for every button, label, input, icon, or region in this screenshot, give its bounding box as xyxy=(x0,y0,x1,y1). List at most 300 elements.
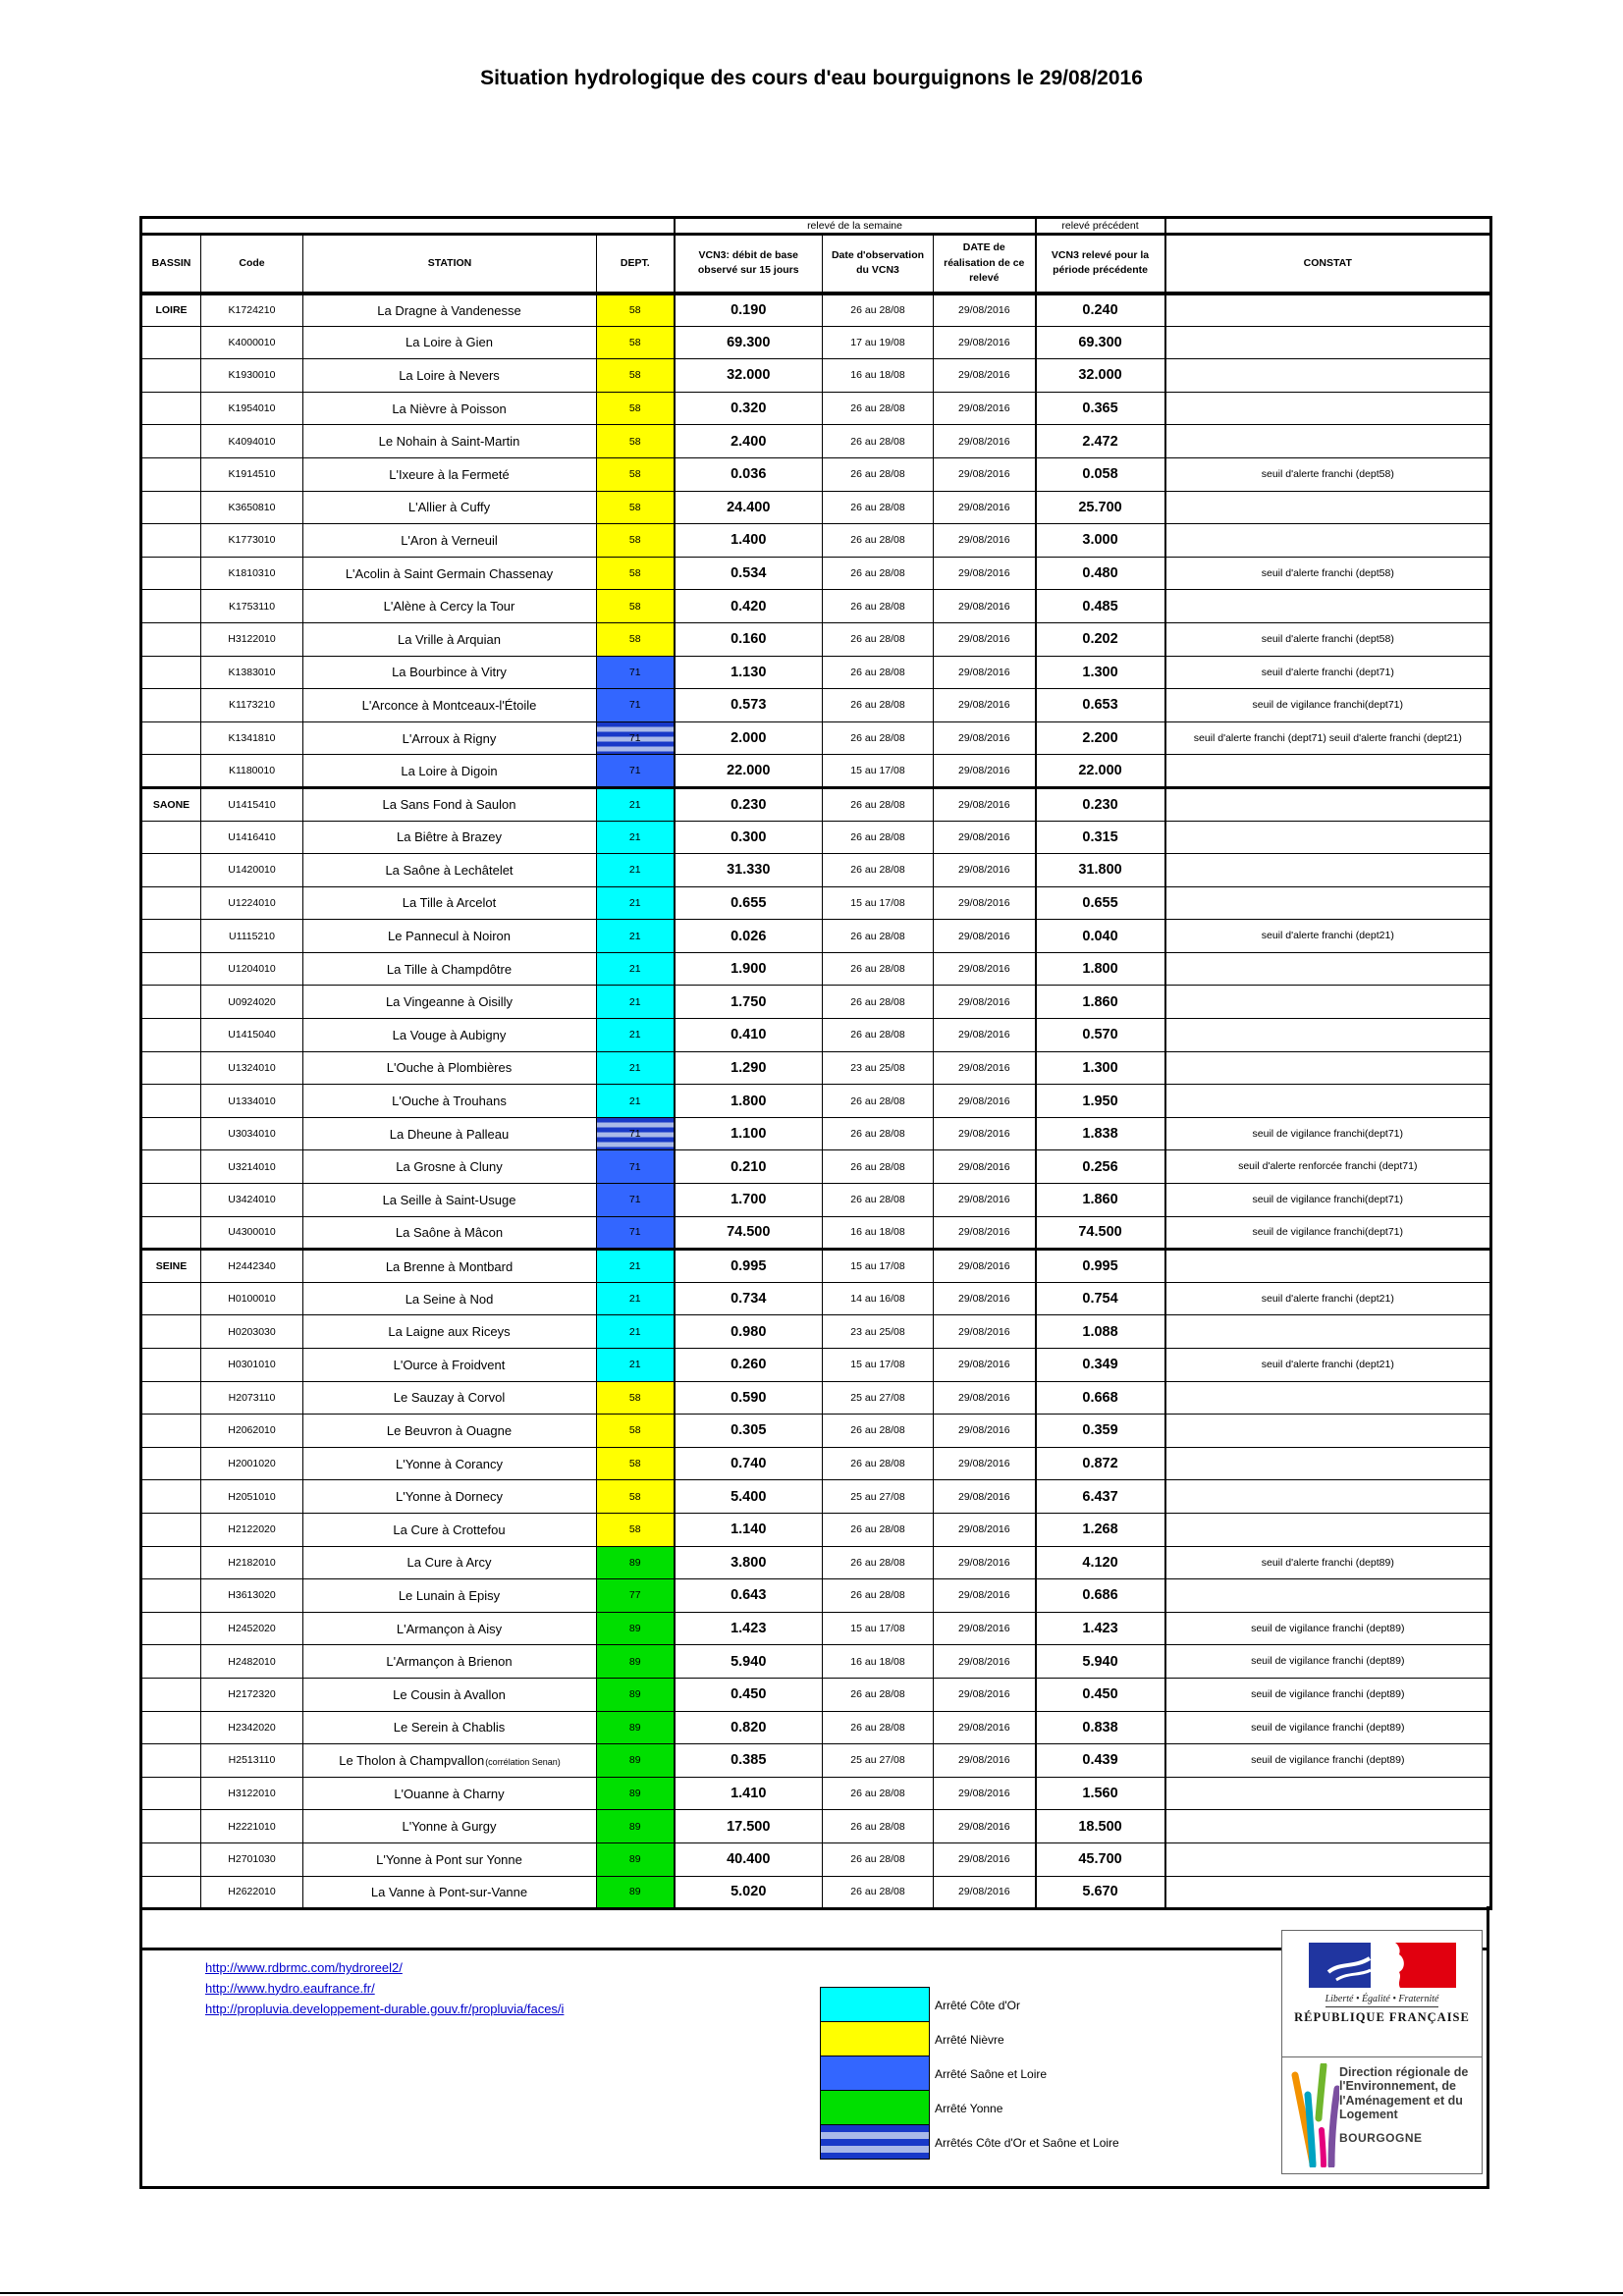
constat-cell xyxy=(1165,886,1491,920)
dept-cell: 89 xyxy=(597,1777,675,1810)
dept-cell: 21 xyxy=(597,1250,675,1283)
vcn3-previous-cell: 1.950 xyxy=(1036,1085,1165,1118)
basin-cell xyxy=(141,590,201,623)
dept-cell: 21 xyxy=(597,1085,675,1118)
station-code-cell: H0100010 xyxy=(201,1282,303,1315)
station-code-cell: H2122020 xyxy=(201,1513,303,1546)
releve-date-cell: 29/08/2016 xyxy=(934,1612,1036,1645)
constat-cell: seuil d'alerte franchi (dept58) xyxy=(1165,557,1491,590)
band-week-label: relevé de la semaine xyxy=(675,218,1036,235)
station-cell xyxy=(303,1150,597,1184)
table-row xyxy=(141,1019,1491,1052)
releve-date-cell: 29/08/2016 xyxy=(934,557,1036,590)
basin-cell xyxy=(141,1842,201,1876)
station-name: La Vrille à Arquian xyxy=(397,631,502,647)
station-cell xyxy=(303,821,597,854)
vcn3-previous-cell: 0.359 xyxy=(1036,1415,1165,1448)
constat-cell: seuil de vigilance franchi(dept71) xyxy=(1165,1216,1491,1250)
releve-date-cell: 29/08/2016 xyxy=(934,952,1036,986)
vcn3-value-cell: 69.300 xyxy=(675,326,823,359)
station-code-cell: H2482010 xyxy=(201,1645,303,1679)
station-name: La Loire à Nevers xyxy=(399,367,500,383)
releve-date-cell: 29/08/2016 xyxy=(934,1051,1036,1085)
basin-cell xyxy=(141,656,201,689)
basin-cell: SAONE xyxy=(141,787,201,821)
table-row xyxy=(141,1810,1491,1843)
constat-cell xyxy=(1165,986,1491,1019)
station-code-cell: H2001020 xyxy=(201,1447,303,1480)
constat-cell xyxy=(1165,1810,1491,1843)
vcn3-previous-cell: 1.300 xyxy=(1036,1051,1165,1085)
vcn3-previous-cell: 3.000 xyxy=(1036,524,1165,558)
releve-date-cell: 29/08/2016 xyxy=(934,425,1036,458)
releve-date-cell: 29/08/2016 xyxy=(934,1315,1036,1349)
station-name: La Vouge à Aubigny xyxy=(392,1027,507,1042)
table-row xyxy=(141,1051,1491,1085)
legend-label-cote-dor: Arrêté Côte d'Or xyxy=(935,1998,1020,2012)
station-cell xyxy=(303,1842,597,1876)
dept-cell: 58 xyxy=(597,524,675,558)
vcn3-value-cell: 1.100 xyxy=(675,1117,823,1150)
releve-date-cell: 29/08/2016 xyxy=(934,1842,1036,1876)
vcn3-value-cell: 0.036 xyxy=(675,457,823,491)
station-cell xyxy=(303,1051,597,1085)
station-code-cell: H2513110 xyxy=(201,1744,303,1778)
table-row xyxy=(141,1645,1491,1679)
station-code-cell: U1324010 xyxy=(201,1051,303,1085)
constat-cell xyxy=(1165,1085,1491,1118)
station-cell xyxy=(303,787,597,821)
legend-item-yonne xyxy=(820,2091,1119,2125)
constat-cell: seuil d'alerte franchi (dept21) xyxy=(1165,1282,1491,1315)
station-name: L'Alène à Cercy la Tour xyxy=(383,599,515,614)
legend-swatch-cote-dor-saone-et-loire xyxy=(820,2124,930,2160)
vcn3-previous-cell: 6.437 xyxy=(1036,1480,1165,1514)
legend xyxy=(820,1988,1119,2160)
dept-cell: 58 xyxy=(597,1415,675,1448)
column-header-dept: DEPT. xyxy=(597,235,675,294)
band-row xyxy=(141,218,1491,235)
station-code-cell: U3034010 xyxy=(201,1117,303,1150)
table-row xyxy=(141,590,1491,623)
releve-date-cell: 29/08/2016 xyxy=(934,491,1036,524)
vcn3-value-cell: 1.290 xyxy=(675,1051,823,1085)
link-rdbrmc[interactable]: http://www.rdbrmc.com/hydroreel2/ xyxy=(205,1960,403,1975)
station-code-cell: H2062010 xyxy=(201,1415,303,1448)
constat-cell xyxy=(1165,854,1491,887)
vcn3-value-cell: 0.655 xyxy=(675,886,823,920)
basin-cell xyxy=(141,557,201,590)
station-name: Le Beuvron à Ouagne xyxy=(386,1422,513,1438)
vcn3-previous-cell: 0.439 xyxy=(1036,1744,1165,1778)
vcn3-previous-cell: 0.838 xyxy=(1036,1711,1165,1744)
basin-cell xyxy=(141,689,201,722)
basin-cell xyxy=(141,1184,201,1217)
vcn3-value-cell: 1.700 xyxy=(675,1184,823,1217)
station-cell xyxy=(303,1447,597,1480)
station-code-cell: H2073110 xyxy=(201,1381,303,1415)
constat-cell: seuil de vigilance franchi(dept71) xyxy=(1165,1184,1491,1217)
station-code-cell: U1415410 xyxy=(201,787,303,821)
vcn3-value-cell: 0.980 xyxy=(675,1315,823,1349)
dept-cell: 71 xyxy=(597,755,675,788)
releve-date-cell: 29/08/2016 xyxy=(934,1480,1036,1514)
vcn3-value-cell: 40.400 xyxy=(675,1842,823,1876)
table-row xyxy=(141,821,1491,854)
dept-cell: 58 xyxy=(597,294,675,327)
observation-date-cell: 25 au 27/08 xyxy=(823,1480,934,1514)
dept-cell: 58 xyxy=(597,1480,675,1514)
dreal-logo xyxy=(1282,2057,1482,2173)
dept-cell: 21 xyxy=(597,1315,675,1349)
dept-cell: 58 xyxy=(597,557,675,590)
vcn3-value-cell: 0.190 xyxy=(675,294,823,327)
legend-item-cote-dor-saone-et-loire xyxy=(820,2125,1119,2160)
constat-cell xyxy=(1165,1250,1491,1283)
station-name: L'Ource à Froidvent xyxy=(393,1357,506,1372)
observation-date-cell: 26 au 28/08 xyxy=(823,457,934,491)
station-name: L'Allier à Cuffy xyxy=(407,500,491,515)
station-name: L'Arconce à Montceaux-l'Étoile xyxy=(361,697,537,713)
station-code-cell: U1115210 xyxy=(201,920,303,953)
station-cell xyxy=(303,1678,597,1711)
republique-francaise-logo xyxy=(1282,1931,1482,2057)
table-row xyxy=(141,326,1491,359)
dept-cell: 89 xyxy=(597,1645,675,1679)
station-cell xyxy=(303,1810,597,1843)
station-cell xyxy=(303,557,597,590)
table-row xyxy=(141,1876,1491,1909)
dreal-strokes-icon xyxy=(1288,2063,1339,2167)
station-code-cell: H3122010 xyxy=(201,1777,303,1810)
vcn3-value-cell: 0.160 xyxy=(675,622,823,656)
station-code-cell: H2182010 xyxy=(201,1546,303,1579)
legend-label-nievre: Arrêté Nièvre xyxy=(935,2032,1004,2047)
links-block xyxy=(205,1958,564,2019)
constat-cell: seuil de vigilance franchi(dept71) xyxy=(1165,689,1491,722)
observation-date-cell: 26 au 28/08 xyxy=(823,1085,934,1118)
station-code-cell: K4094010 xyxy=(201,425,303,458)
basin-cell xyxy=(141,920,201,953)
releve-date-cell: 29/08/2016 xyxy=(934,1250,1036,1283)
basin-cell xyxy=(141,1216,201,1250)
station-name: La Dheune à Palleau xyxy=(389,1126,510,1142)
table-row xyxy=(141,1282,1491,1315)
table-row xyxy=(141,1150,1491,1184)
releve-date-cell: 29/08/2016 xyxy=(934,392,1036,425)
vcn3-value-cell: 0.410 xyxy=(675,1019,823,1052)
basin-cell xyxy=(141,1678,201,1711)
vcn3-value-cell: 0.450 xyxy=(675,1678,823,1711)
basin-cell xyxy=(141,1810,201,1843)
station-name: La Sans Fond à Saulon xyxy=(382,797,516,813)
constat-cell: seuil de vigilance franchi (dept89) xyxy=(1165,1744,1491,1778)
station-cell xyxy=(303,1777,597,1810)
station-cell xyxy=(303,1480,597,1514)
dept-cell: 58 xyxy=(597,359,675,393)
dept-cell: 58 xyxy=(597,1381,675,1415)
link-propluvia[interactable]: http://propluvia.developpement-durable.gouv.fr/propluvia/faces/i xyxy=(205,2001,565,2016)
releve-date-cell: 29/08/2016 xyxy=(934,1216,1036,1250)
table-row xyxy=(141,1480,1491,1514)
station-code-cell: K1724210 xyxy=(201,294,303,327)
constat-cell xyxy=(1165,1777,1491,1810)
station-cell xyxy=(303,1282,597,1315)
station-code-cell: U1420010 xyxy=(201,854,303,887)
observation-date-cell: 26 au 28/08 xyxy=(823,590,934,623)
basin-cell xyxy=(141,1480,201,1514)
releve-date-cell: 29/08/2016 xyxy=(934,359,1036,393)
observation-date-cell: 26 au 28/08 xyxy=(823,294,934,327)
basin-cell xyxy=(141,524,201,558)
station-name: L'Ixeure à la Fermeté xyxy=(389,466,510,482)
constat-cell xyxy=(1165,359,1491,393)
station-name: L'Yonne à Corancy xyxy=(396,1456,503,1471)
vcn3-value-cell: 0.260 xyxy=(675,1349,823,1382)
legend-item-cote-dor xyxy=(820,1988,1119,2022)
vcn3-previous-cell: 1.800 xyxy=(1036,952,1165,986)
vcn3-previous-cell: 1.860 xyxy=(1036,1184,1165,1217)
page-bottom-rule xyxy=(0,2292,1623,2294)
dept-cell: 58 xyxy=(597,1513,675,1546)
vcn3-previous-cell: 0.485 xyxy=(1036,590,1165,623)
vcn3-value-cell: 1.140 xyxy=(675,1513,823,1546)
station-cell xyxy=(303,425,597,458)
table-row xyxy=(141,787,1491,821)
constat-cell xyxy=(1165,1579,1491,1613)
station-cell xyxy=(303,920,597,953)
vcn3-previous-cell: 18.500 xyxy=(1036,1810,1165,1843)
constat-cell: seuil d'alerte franchi (dept58) xyxy=(1165,622,1491,656)
observation-date-cell: 26 au 28/08 xyxy=(823,1678,934,1711)
basin-cell xyxy=(141,721,201,755)
observation-date-cell: 26 au 28/08 xyxy=(823,721,934,755)
constat-cell xyxy=(1165,1447,1491,1480)
observation-date-cell: 26 au 28/08 xyxy=(823,1711,934,1744)
observation-date-cell: 16 au 18/08 xyxy=(823,1216,934,1250)
station-code-cell: U1415040 xyxy=(201,1019,303,1052)
constat-cell: seuil de vigilance franchi (dept89) xyxy=(1165,1711,1491,1744)
vcn3-previous-cell: 32.000 xyxy=(1036,359,1165,393)
releve-date-cell: 29/08/2016 xyxy=(934,1876,1036,1909)
station-cell xyxy=(303,886,597,920)
table-row xyxy=(141,1612,1491,1645)
rf-name: RÉPUBLIQUE FRANÇAISE xyxy=(1294,2010,1470,2024)
constat-cell xyxy=(1165,1876,1491,1909)
vcn3-value-cell: 5.940 xyxy=(675,1645,823,1679)
vcn3-value-cell: 0.305 xyxy=(675,1415,823,1448)
dept-cell: 21 xyxy=(597,1019,675,1052)
dept-cell: 58 xyxy=(597,425,675,458)
station-name: L'Arroux à Rigny xyxy=(402,730,497,746)
table-row xyxy=(141,622,1491,656)
station-name: La Grosne à Cluny xyxy=(396,1159,503,1175)
table-row xyxy=(141,1447,1491,1480)
station-cell xyxy=(303,1250,597,1283)
dept-cell: 71 xyxy=(597,721,675,755)
station-code-cell: H3122010 xyxy=(201,622,303,656)
releve-date-cell: 29/08/2016 xyxy=(934,457,1036,491)
station-name: La Vanne à Pont-sur-Vanne xyxy=(370,1884,528,1899)
table-row xyxy=(141,1117,1491,1150)
vcn3-value-cell: 0.590 xyxy=(675,1381,823,1415)
station-cell xyxy=(303,590,597,623)
vcn3-value-cell: 1.400 xyxy=(675,524,823,558)
observation-date-cell: 15 au 17/08 xyxy=(823,1349,934,1382)
vcn3-previous-cell: 5.940 xyxy=(1036,1645,1165,1679)
station-code-cell: K1383010 xyxy=(201,656,303,689)
vcn3-value-cell: 0.320 xyxy=(675,392,823,425)
releve-date-cell: 29/08/2016 xyxy=(934,689,1036,722)
constat-cell: seuil d'alerte franchi (dept71) xyxy=(1165,656,1491,689)
station-cell xyxy=(303,1315,597,1349)
releve-date-cell: 29/08/2016 xyxy=(934,1381,1036,1415)
releve-date-cell: 29/08/2016 xyxy=(934,1579,1036,1613)
vcn3-previous-cell: 0.365 xyxy=(1036,392,1165,425)
station-code-cell: K1954010 xyxy=(201,392,303,425)
observation-date-cell: 26 au 28/08 xyxy=(823,787,934,821)
station-name: L'Aron à Verneuil xyxy=(401,532,498,548)
observation-date-cell: 26 au 28/08 xyxy=(823,1117,934,1150)
band-spacer-left xyxy=(141,218,675,235)
station-code-cell: U1224010 xyxy=(201,886,303,920)
releve-date-cell: 29/08/2016 xyxy=(934,1349,1036,1382)
vcn3-previous-cell: 2.200 xyxy=(1036,721,1165,755)
releve-date-cell: 29/08/2016 xyxy=(934,294,1036,327)
vcn3-value-cell: 22.000 xyxy=(675,755,823,788)
vcn3-previous-cell: 0.230 xyxy=(1036,787,1165,821)
releve-date-cell: 29/08/2016 xyxy=(934,1447,1036,1480)
station-name: L'Acolin à Saint Germain Chassenay xyxy=(345,565,554,581)
dept-cell: 21 xyxy=(597,1349,675,1382)
dept-cell: 21 xyxy=(597,854,675,887)
constat-cell xyxy=(1165,326,1491,359)
vcn3-previous-cell: 0.240 xyxy=(1036,294,1165,327)
dept-cell: 77 xyxy=(597,1579,675,1613)
constat-cell: seuil de vigilance franchi (dept89) xyxy=(1165,1678,1491,1711)
vcn3-previous-cell: 0.202 xyxy=(1036,622,1165,656)
observation-date-cell: 26 au 28/08 xyxy=(823,1546,934,1579)
station-cell xyxy=(303,854,597,887)
releve-date-cell: 29/08/2016 xyxy=(934,755,1036,788)
station-name: La Loire à Digoin xyxy=(401,763,498,778)
vcn3-value-cell: 3.800 xyxy=(675,1546,823,1579)
dept-cell: 21 xyxy=(597,787,675,821)
vcn3-previous-cell: 0.256 xyxy=(1036,1150,1165,1184)
observation-date-cell: 26 au 28/08 xyxy=(823,1579,934,1613)
dept-cell: 58 xyxy=(597,491,675,524)
table-row xyxy=(141,1777,1491,1810)
legend-swatch-cote-dor xyxy=(820,1987,930,2022)
dept-cell: 21 xyxy=(597,952,675,986)
station-cell xyxy=(303,986,597,1019)
constat-cell xyxy=(1165,787,1491,821)
constat-cell: seuil d'alerte franchi (dept21) xyxy=(1165,920,1491,953)
constat-cell: seuil d'alerte franchi (dept21) xyxy=(1165,1349,1491,1382)
station-code-cell: K1810310 xyxy=(201,557,303,590)
releve-date-cell: 29/08/2016 xyxy=(934,986,1036,1019)
dept-cell: 89 xyxy=(597,1876,675,1909)
constat-cell xyxy=(1165,1480,1491,1514)
station-name: La Dragne à Vandenesse xyxy=(377,302,521,318)
table-row xyxy=(141,1842,1491,1876)
hydrology-table xyxy=(139,216,1492,1910)
dept-cell: 58 xyxy=(597,1447,675,1480)
station-code-cell: H2701030 xyxy=(201,1842,303,1876)
observation-date-cell: 15 au 17/08 xyxy=(823,886,934,920)
basin-cell xyxy=(141,886,201,920)
vcn3-previous-cell: 0.668 xyxy=(1036,1381,1165,1415)
table-row xyxy=(141,1678,1491,1711)
table-row xyxy=(141,1711,1491,1744)
table-row xyxy=(141,457,1491,491)
link-hydro-eaufrance[interactable]: http://www.hydro.eaufrance.fr/ xyxy=(205,1980,375,1996)
station-cell xyxy=(303,524,597,558)
basin-cell xyxy=(141,622,201,656)
observation-date-cell: 26 au 28/08 xyxy=(823,854,934,887)
vcn3-value-cell: 1.423 xyxy=(675,1612,823,1645)
station-name: La Nièvre à Poisson xyxy=(392,400,507,416)
table-row xyxy=(141,491,1491,524)
station-name: L'Ouche à Plombières xyxy=(386,1060,513,1076)
station-cell xyxy=(303,392,597,425)
releve-date-cell: 29/08/2016 xyxy=(934,1282,1036,1315)
station-name: La Tille à Champdôtre xyxy=(386,961,513,977)
footer-box xyxy=(139,1948,1489,2189)
dept-cell: 21 xyxy=(597,986,675,1019)
legend-item-nievre xyxy=(820,2022,1119,2056)
basin-cell xyxy=(141,986,201,1019)
station-code-cell: K1173210 xyxy=(201,689,303,722)
basin-cell xyxy=(141,1711,201,1744)
observation-date-cell: 16 au 18/08 xyxy=(823,1645,934,1679)
station-note: (corrélation Senan) xyxy=(485,1756,561,1767)
constat-cell xyxy=(1165,1051,1491,1085)
station-cell xyxy=(303,1612,597,1645)
station-cell xyxy=(303,1381,597,1415)
station-cell xyxy=(303,1876,597,1909)
basin-cell xyxy=(141,821,201,854)
constat-cell xyxy=(1165,821,1491,854)
table-row xyxy=(141,524,1491,558)
table-row xyxy=(141,1085,1491,1118)
observation-date-cell: 26 au 28/08 xyxy=(823,1019,934,1052)
observation-date-cell: 26 au 28/08 xyxy=(823,491,934,524)
releve-date-cell: 29/08/2016 xyxy=(934,1019,1036,1052)
vcn3-previous-cell: 0.040 xyxy=(1036,920,1165,953)
basin-cell: LOIRE xyxy=(141,294,201,327)
vcn3-previous-cell: 1.560 xyxy=(1036,1777,1165,1810)
releve-date-cell: 29/08/2016 xyxy=(934,854,1036,887)
vcn3-value-cell: 2.400 xyxy=(675,425,823,458)
constat-cell: seuil d'alerte franchi (dept58) xyxy=(1165,457,1491,491)
observation-date-cell: 26 au 28/08 xyxy=(823,656,934,689)
column-header-vcn3-precedent: VCN3 relevé pour la période précédente xyxy=(1036,235,1165,294)
vcn3-value-cell: 31.330 xyxy=(675,854,823,887)
dreal-name: Direction régionale de l'Environnement, de l'Aménagement et du Logement xyxy=(1339,2065,1469,2122)
table-row xyxy=(141,1513,1491,1546)
station-name: La Loire à Gien xyxy=(406,335,493,350)
constat-cell xyxy=(1165,590,1491,623)
column-header-station: STATION xyxy=(303,235,597,294)
vcn3-value-cell: 24.400 xyxy=(675,491,823,524)
dept-cell: 21 xyxy=(597,886,675,920)
station-code-cell: U1416410 xyxy=(201,821,303,854)
vcn3-previous-cell: 45.700 xyxy=(1036,1842,1165,1876)
constat-cell xyxy=(1165,294,1491,327)
vcn3-value-cell: 0.820 xyxy=(675,1711,823,1744)
vcn3-previous-cell: 5.670 xyxy=(1036,1876,1165,1909)
